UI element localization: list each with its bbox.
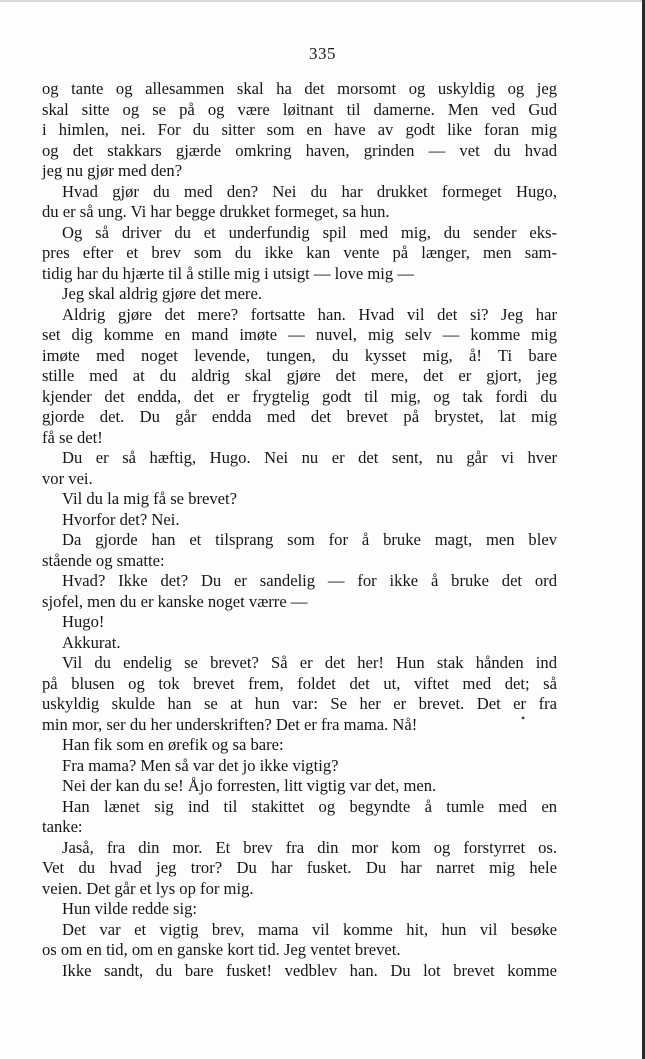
text-line: Hvad? Ikke det? Du er sandelig — for ikke å bruke det ord — [62, 571, 557, 590]
text-line: Vil du endelig se brevet? Så er det her! Hun stak hånden ind — [62, 653, 557, 672]
text-line: på blusen og tok brevet frem, foldet det ut, viftet med det; så — [42, 673, 557, 693]
text-line: tidig har du hjærte til å stille mig i utsigt — love mig — — [42, 263, 414, 283]
text-line: imøte med noget levende, tungen, du kysset mig, å! Ti bare — [42, 345, 557, 365]
text-line: Akkurat. — [62, 632, 121, 652]
text-line: stille med at du aldrig skal gjøre det mere, det er gjort, jeg — [42, 366, 557, 385]
text-line: vor vei. — [42, 468, 93, 488]
text-line: Hugo! — [62, 612, 105, 631]
text-line: Ikke sandt, du bare fusket! vedblev han. Du lot brevet komme — [62, 960, 557, 980]
text-line: Han lænet sig ind til stakittet og begyndte å tumle med en — [62, 796, 557, 816]
text-line: du er så ung. Vi har begge drukket formeget, sa hun. — [42, 202, 390, 221]
text-line: og tante og allesammen skal ha det morsomt og uskyldig og jeg — [42, 79, 557, 98]
text-line: i himlen, nei. For du sitter som en have av godt like foran mig — [42, 120, 557, 139]
text-line: pres efter et brev som du ikke kan vente på længer, men sam- — [42, 243, 557, 262]
text-line: Aldrig gjøre det mere? fortsatte han. Hvad vil det si? Jeg har — [62, 304, 557, 324]
text-line: Det var et vigtig brev, mama vil komme hit, hun vil besøke — [62, 919, 557, 939]
text-line: Fra mama? Men så var det jo ikke vigtig? — [62, 755, 339, 775]
text-line: veien. Det går et lys op for mig. — [42, 878, 254, 898]
text-line: og det stakkars gjærde omkring haven, grinden — vet du hvad — [42, 140, 557, 160]
text-line: Da gjorde han et tilsprang som for å bruke magt, men blev — [62, 530, 557, 549]
text-line: Og så driver du et underfundig spil med mig, du sender eks- — [62, 222, 557, 242]
text-line: skal sitte og se på og være løitnant til damerne. Men ved Gud — [42, 99, 557, 119]
text-line: min mor, ser du her underskriften? Det er fra mama. Nå! — [42, 714, 418, 734]
page-top-edge — [0, 0, 645, 2]
stray-ink-mark: • — [521, 711, 526, 725]
text-line: tanke: — [42, 817, 83, 836]
text-line: stående og smatte: — [42, 550, 165, 570]
text-line: set dig komme en mand imøte — nuvel, mig selv — komme mig — [42, 325, 557, 344]
text-line: sjofel, men du er kanske noget værre — — [42, 591, 308, 611]
text-line: Nei der kan du se! Åjo forresten, litt vigtig var det, men. — [62, 776, 437, 795]
text-line: Jeg skal aldrig gjøre det mere. — [62, 284, 262, 303]
text-line: uskyldig skulde han se at hun var: Se her er brevet. Det er fra — [42, 694, 557, 713]
text-line: jeg nu gjør med den? — [42, 161, 183, 180]
text-line: Han fik som en ørefik og sa bare: — [62, 735, 284, 754]
text-line: Jaså, fra din mor. Et brev fra din mor kom og forstyrret os. — [62, 837, 557, 857]
text-line: kjender det endda, det er frygtelig godt til mig, og tak fordi du — [42, 386, 557, 406]
text-line: Hvad gjør du med den? Nei du har drukket formeget Hugo, — [62, 181, 557, 201]
text-line: Hvorfor det? Nei. — [62, 509, 180, 529]
text-line: Vil du la mig få se brevet? — [62, 489, 238, 508]
text-line: os om en tid, om en ganske kort tid. Jeg ventet brevet. — [42, 940, 401, 959]
text-line: få se det! — [42, 427, 103, 447]
body-text — [42, 79, 557, 981]
text-line: Hun vilde redde sig: — [62, 899, 198, 918]
text-line: Vet du hvad jeg tror? Du har fusket. Du har narret mig hele — [42, 858, 557, 877]
page-number: 335 — [309, 44, 336, 63]
text-line: gjorde det. Du går endda med det brevet på brystet, lat mig — [42, 407, 557, 426]
text-line: Du er så hæftig, Hugo. Nei nu er det sent, nu går vi hver — [62, 448, 557, 467]
